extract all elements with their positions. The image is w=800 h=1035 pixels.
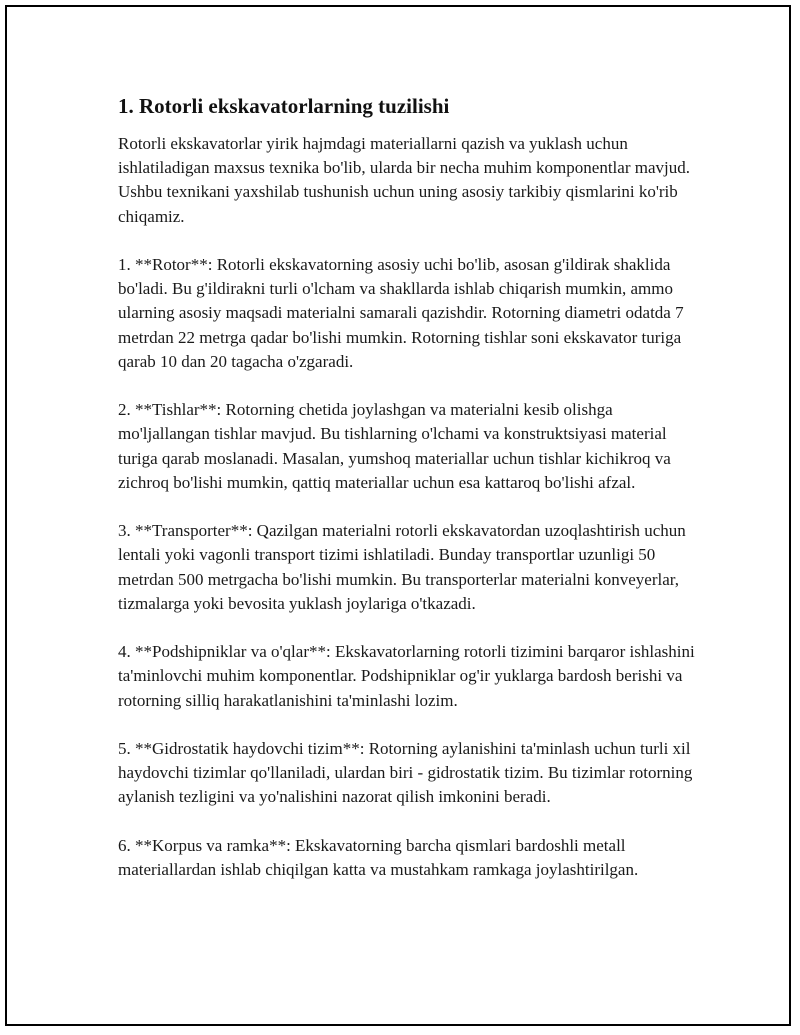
section-heading: 1. Rotorli ekskavatorlarning tuzilishi: [118, 94, 450, 118]
document-body: [118, 92, 698, 906]
paragraph-tishlar: 2. **Tishlar**: Rotorning chetida joylashgan va materialni kesib olishga mo'ljallangan tishlar mavjud. Bu tishlarning o'lchami va konstruktsiyasi material turiga qarab moslanadi. Masalan, yumshoq materiallar uchun tishlar kichikroq va zichroq bo'lishi mumkin, qattiq materiallar uchun esa kattaroq bo'lishi afzal.: [118, 400, 671, 492]
paragraph-rotor: 1. **Rotor**: Rotorli ekskavatorning asosiy uchi bo'lib, asosan g'ildirak shaklida bo'ladi. Bu g'ildirakni turli o'lcham va shakllarda ishlab chiqarish mumkin, ammo ularning asosiy maqsadi materialni samarali qazishdir. Rotorning diametri odatda 7 metrdan 22 metrga qadar bo'lishi mumkin. Rotorning tishlar soni ekskavator turiga qarab 10 dan 20 tagacha o'zgaradi.: [118, 255, 684, 371]
paragraph-korpus: 6. **Korpus va ramka**: Ekskavatorning barcha qismlari bardoshli metall materiallardan ishlab chiqilgan katta va mustahkam ramkaga joylashtirilgan.: [118, 835, 639, 879]
paragraph-podshipniklar: 4. **Podshipniklar va o'qlar**: Ekskavatorlarning rotorli tizimini barqaror ishlashini ta'minlovchi muhim komponentlar. Podshipniklar og'ir yuklarga bardosh berishi va rotorning silliq harakatlanishini ta'minlashi lozim.: [118, 642, 695, 710]
paragraph-transporter: 3. **Transporter**: Qazilgan materialni rotorli ekskavatordan uzoqlashtirish uchun lentali yoki vagonli transport tizimi ishlatiladi. Bunday transportlar uzunligi 50 metrdan 500 metrgacha bo'lishi mumkin. Bu transporterlar materialni konveyerlar, tizmalarga yoki bevosita yuklash joylariga o'tkazadi.: [118, 521, 686, 613]
paragraph-gidrostatik: 5. **Gidrostatik haydovchi tizim**: Rotorning aylanishini ta'minlash uchun turli xil haydovchi tizimlar qo'llaniladi, ulardan biri - gidrostatik tizim. Bu tizimlar rotorning aylanish tezligini va yo'nalishini nazorat qilish imkonini beradi.: [118, 739, 693, 807]
intro-paragraph: Rotorli ekskavatorlar yirik hajmdagi materiallarni qazish va yuklash uchun ishlatiladigan maxsus texnika bo'lib, ularda bir necha muhim komponentlar mavjud. Ushbu texnikani yaxshilab tushunish uchun uning asosiy tarkibiy qismlarini ko'rib chiqamiz.: [118, 134, 690, 226]
